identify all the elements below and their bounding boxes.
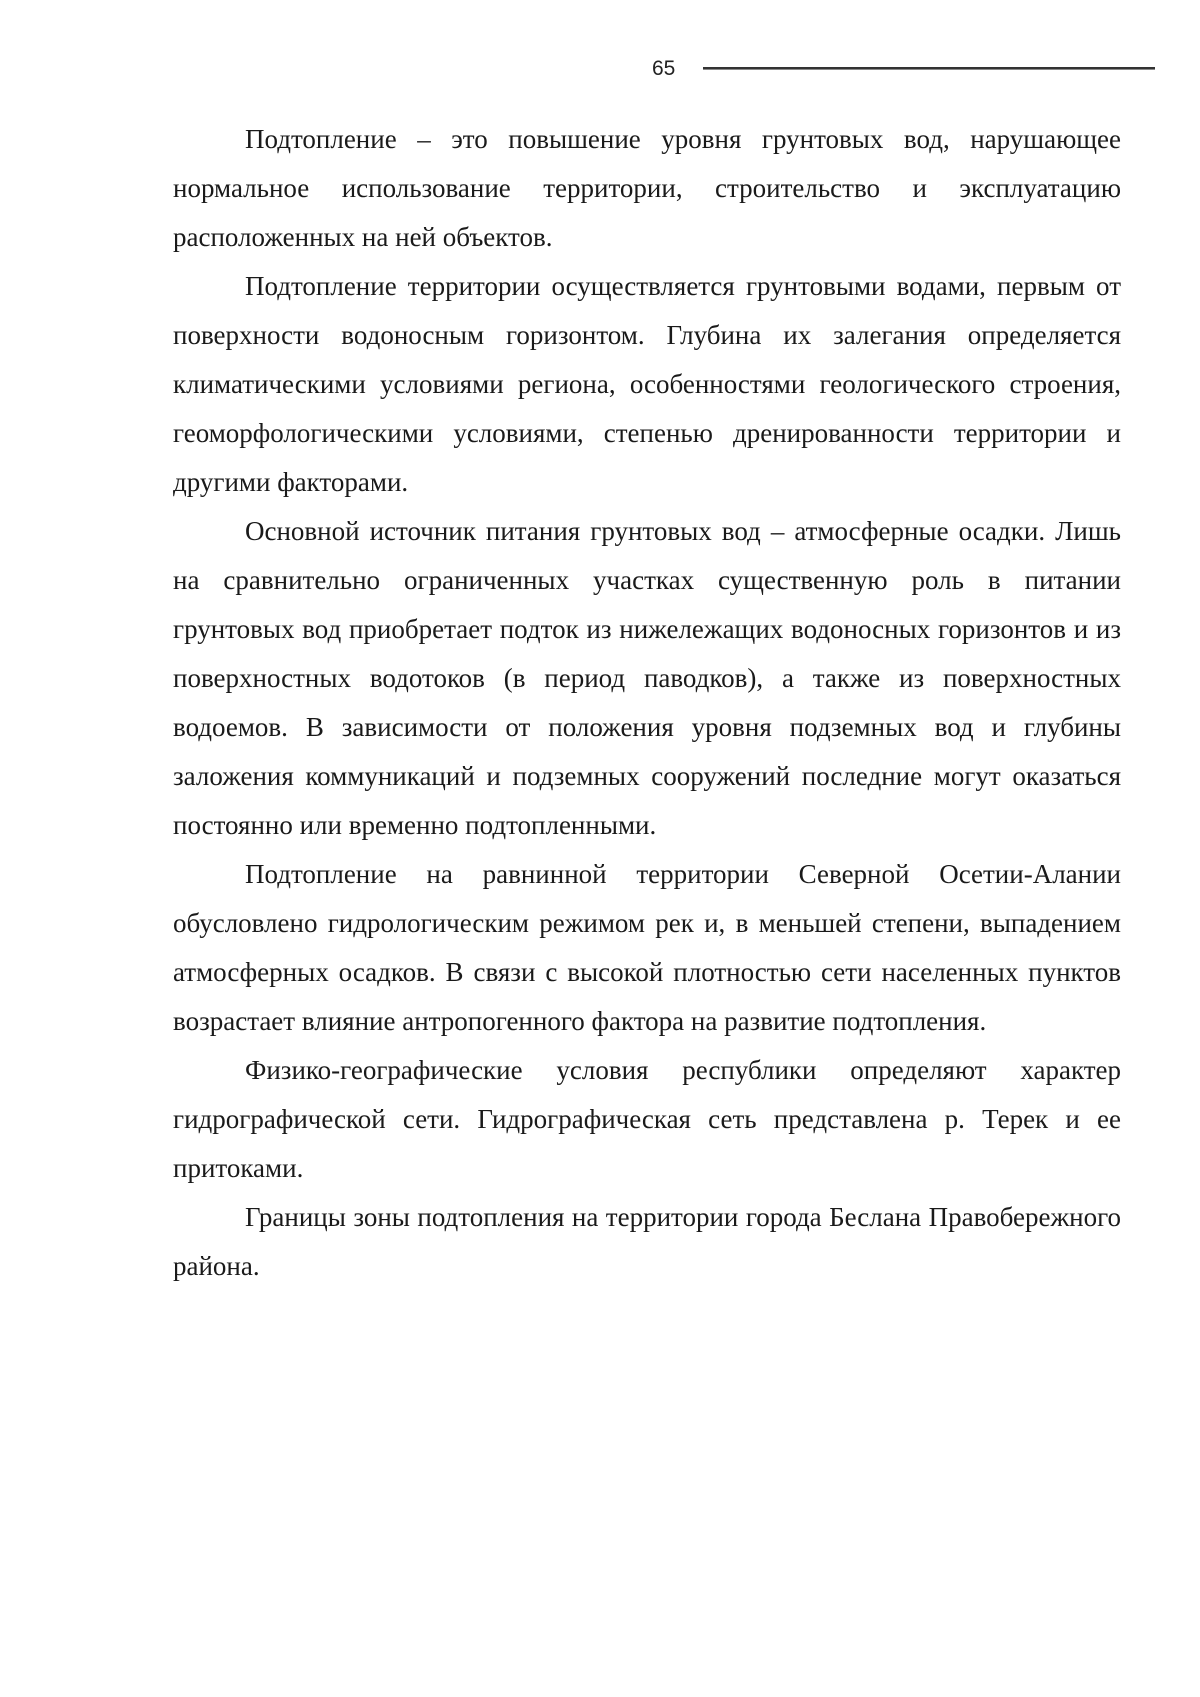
paragraph-plain-territory: Подтопление на равнинной территории Северной Осетии-Алании обусловлено гидрологическим режимом рек и, в меньшей степени, выпадением атмосферных осадков. В связи с высокой плотностью сети населенных пунктов возрастает влияние антропогенного фактора на развитие подтопления. [173,859,1121,1036]
paragraph-flooding-definition: Подтопление – это повышение уровня грунтовых вод, нарушающее нормальное использование территории, строительство и эксплуатацию расположенных на ней объектов. [173,124,1121,252]
header-rule [703,67,1155,70]
paragraph-hydrographic-network: Физико-географические условия республики определяют характер гидрографической сети. Гидрографическая сеть представлена р. Терек и ее притоками. [173,1055,1121,1183]
document-body [173,115,1121,1291]
page-header [0,56,1200,86]
page-number: 65 [652,57,676,80]
paragraph-groundwater-depth: Подтопление территории осуществляется грунтовыми водами, первым от поверхности водоносным горизонтом. Глубина их залегания определяется климатическими условиями региона, особенностями геологического строения, геоморфологическими условиями, степенью дренированности территории и другими факторами. [173,271,1121,497]
paragraph-groundwater-sources: Основной источник питания грунтовых вод – атмосферные осадки. Лишь на сравнительно ограниченных участках существенную роль в питании грунтовых вод приобретает подток из нижележащих водоносных горизонтов и из поверхностных водотоков (в период паводков), а также из поверхностных водоемов. В зависимости от положения уровня подземных вод и глубины заложения коммуникаций и подземных сооружений последние могут оказаться постоянно или временно подтопленными. [173,516,1121,840]
paragraph-beslan-zone: Границы зоны подтопления на территории города Беслана Правобережного района. [173,1202,1121,1281]
